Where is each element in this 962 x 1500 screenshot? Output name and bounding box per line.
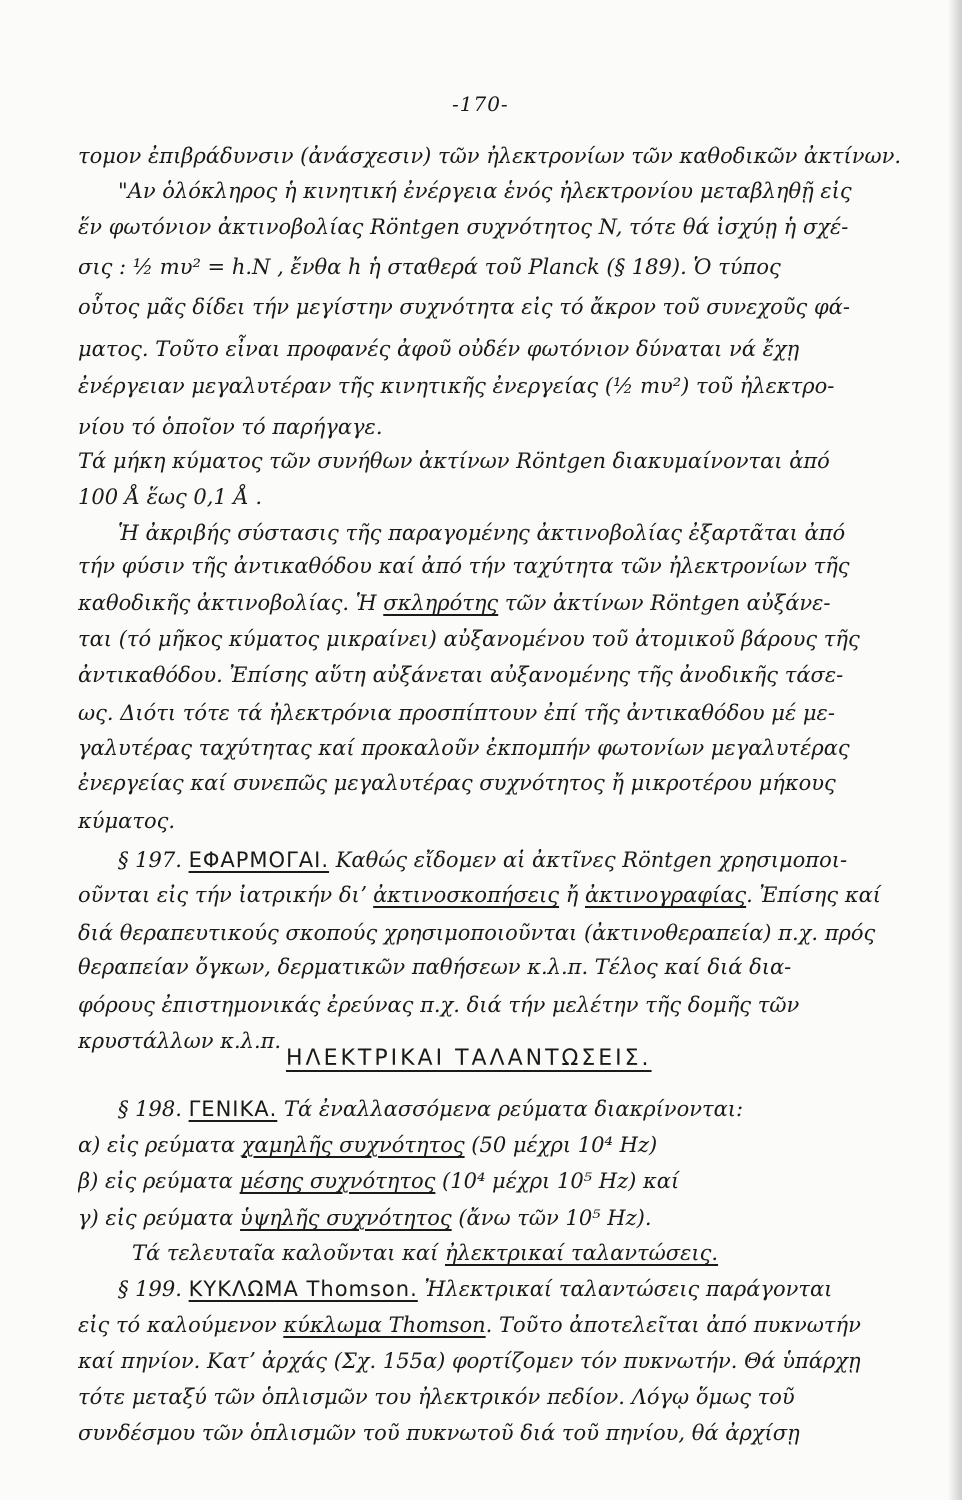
text-line: ἀντικαθόδου. Ἐπίσης αὕτη αὐξάνεται αὐξανομένης τῆς ἀνοδικῆς τάσε- xyxy=(78,663,844,687)
section-number: § 197. xyxy=(118,848,189,872)
text-line xyxy=(78,880,928,910)
chapter-heading: ΗΛΕΚΤΡΙΚΑΙ ΤΑΛΑΝΤΩΣΕΙΣ. xyxy=(286,1046,652,1071)
text-run: Τά τελευταῖα καλοῦνται καί xyxy=(132,1241,445,1265)
text-run: καθοδικῆς ἀκτινοβολίας. Ἡ xyxy=(78,591,384,615)
text-line: ἕν φωτόνιον ἀκτινοβολίας Röntgen συχνότητος N, τότε θά ἰσχύῃ ἡ σχέ- xyxy=(78,215,849,239)
text-run: Τά ἐναλλασσόμενα ρεύματα διακρίνονται: xyxy=(277,1097,744,1121)
underlined-term: σκληρότης xyxy=(383,591,499,615)
text-line: συνδέσμου τῶν ὁπλισμῶν τοῦ πυκνωτοῦ διά τοῦ πηνίου, θά ἀρχίσῃ xyxy=(78,1421,800,1445)
underlined-term: ἀκτινοσκοπήσεις xyxy=(373,883,560,907)
text-run: α) εἰς ρεύματα xyxy=(78,1133,242,1157)
text-run: . Ἐπίσης καί xyxy=(746,883,882,907)
section-199-line xyxy=(118,1274,962,1304)
section-198-line xyxy=(118,1094,962,1124)
text-line: ται (τό μῆκος κύματος μικραίνει) αὐξανομένου τοῦ ἀτομικοῦ βάρους τῆς xyxy=(78,627,860,651)
text-line xyxy=(78,588,928,618)
text-run: τῶν ἀκτίνων Röntgen αὐξάνε- xyxy=(498,591,831,615)
text-run: Καθώς εἴδομεν αἱ ἀκτῖνες Röntgen χρησιμοποι- xyxy=(329,848,848,872)
section-title: ΓΕΝΙΚΑ. xyxy=(188,1097,278,1121)
list-item xyxy=(78,1166,928,1196)
text-line: φόρους ἐπιστημονικάς ἐρεύνας π.χ. διά τήν μελέτην τῆς δομῆς τῶν xyxy=(78,993,800,1017)
text-run: εἰς τό καλούμενον xyxy=(78,1313,284,1337)
text-line: τομον ἐπιβράδυνσιν (ἀνάσχεσιν) τῶν ἠλεκτρονίων τῶν καθοδικῶν ἀκτίνων. xyxy=(78,144,902,168)
underlined-term: ἠλεκτρικαί ταλαντώσεις. xyxy=(445,1241,719,1265)
text-run: Ἠλεκτρικαί ταλαντώσεις παράγονται xyxy=(417,1277,833,1301)
text-run: . Τοῦτο ἀποτελεῖται ἀπό πυκνωτήν xyxy=(485,1313,861,1337)
text-line: Τά μήκη κύματος τῶν συνήθων ἀκτίνων Röntgen διακυμαίνονται ἀπό xyxy=(78,449,830,473)
text-line: "Αν ὁλόκληρος ἡ κινητική ἐνέργεια ἑνός ἠλεκτρονίου μεταβληθῇ εἰς xyxy=(118,179,852,203)
section-number: § 198. xyxy=(118,1097,189,1121)
text-run: (10⁴ μέχρι 10⁵ Hz) καί xyxy=(435,1169,680,1193)
page-number: -170- xyxy=(452,92,509,116)
text-run: β) εἰς ρεύματα xyxy=(78,1169,240,1193)
text-line: θεραπείαν ὄγκων, δερματικῶν παθήσεων κ.λ.π. Τέλος καί διά δια- xyxy=(78,955,792,979)
text-line xyxy=(78,1310,928,1340)
text-line: τότε μεταξύ τῶν ὁπλισμῶν του ἠλεκτρικόν πεδίον. Λόγῳ ὅμως τοῦ xyxy=(78,1385,795,1409)
underlined-term: κύκλωμα Thomson xyxy=(283,1313,486,1337)
underlined-term: ἀκτινογραφίας xyxy=(585,883,747,907)
text-line: ἐνέργειαν μεγαλυτέραν τῆς κινητικῆς ἐνεργείας (½ mυ²) τοῦ ἠλεκτρο- xyxy=(78,374,835,398)
text-line: γαλυτέρας ταχύτητας καί προκαλοῦν ἐκπομπήν φωτονίων μεγαλυτέρας xyxy=(78,736,850,760)
text-line: τήν φύσιν τῆς ἀντικαθόδου καί ἀπό τήν ταχύτητα τῶν ἠλεκτρονίων τῆς xyxy=(78,554,850,578)
list-item xyxy=(78,1130,928,1160)
section-197-line xyxy=(118,845,962,875)
section-title: ΕΦΑΡΜΟΓΑΙ. xyxy=(188,848,330,872)
underlined-term: μέσης συχνότητος xyxy=(239,1169,436,1193)
section-number: § 199. xyxy=(118,1277,189,1301)
text-line: νίου τό ὁποῖον τό παρήγαγε. xyxy=(78,415,383,439)
text-run: (50 μέχρι 10⁴ Hz) xyxy=(464,1133,658,1157)
text-line: διά θεραπευτικούς σκοπούς χρησιμοποιοῦνται (ἀκτινοθεραπεία) π.χ. πρός xyxy=(78,921,876,945)
text-run: γ) εἰς ρεύματα xyxy=(78,1206,241,1230)
text-line: ἐνεργείας καί συνεπῶς μεγαλυτέρας συχνότητος ἤ μικροτέρου μήκους xyxy=(78,771,836,795)
text-line: οὗτος μᾶς δίδει τήν μεγίστην συχνότητα εἰς τό ἄκρον τοῦ συνεχοῦς φά- xyxy=(78,295,850,319)
text-run: οῦνται εἰς τήν ἰατρικήν διʼ xyxy=(78,883,374,907)
text-line: ματος. Τοῦτο εἶναι προφανές ἀφοῦ οὐδέν φωτόνιον δύναται νά ἔχῃ xyxy=(78,337,800,361)
text-run: ἤ xyxy=(559,883,585,907)
text-run: (ἄνω τῶν 10⁵ Hz). xyxy=(451,1206,652,1230)
section-title: ΚΥΚΛΩΜΑ Thomson. xyxy=(188,1277,418,1301)
text-line: ως. Διότι τότε τά ἠλεκτρόνια προσπίπτουν ἐπί τῆς ἀντικαθόδου μέ με- xyxy=(78,701,835,725)
text-line: Ἡ ἀκριβής σύστασις τῆς παραγομένης ἀκτινοβολίας ἐξαρτᾶται ἀπό xyxy=(118,521,846,545)
underlined-term: ὑψηλῆς συχνότητος xyxy=(240,1206,452,1230)
text-line: σις : ½ mυ² = h.N , ἔνθα h ἡ σταθερά τοῦ Planck (§ 189). Ὁ τύπος xyxy=(78,255,781,279)
text-line: κύματος. xyxy=(78,809,176,833)
text-line: κρυστάλλων κ.λ.π. xyxy=(78,1029,282,1053)
text-line: καί πηνίον. Κατʼ ἀρχάς (Σχ. 155α) φορτίζομεν τόν πυκνωτήν. Θά ὑπάρχῃ xyxy=(78,1349,861,1373)
text-line xyxy=(132,1238,962,1268)
list-item xyxy=(78,1203,928,1233)
underlined-term: χαμηλῆς συχνότητος xyxy=(241,1133,465,1157)
text-line: 100 Å ἕως 0,1 Å . xyxy=(78,485,263,509)
